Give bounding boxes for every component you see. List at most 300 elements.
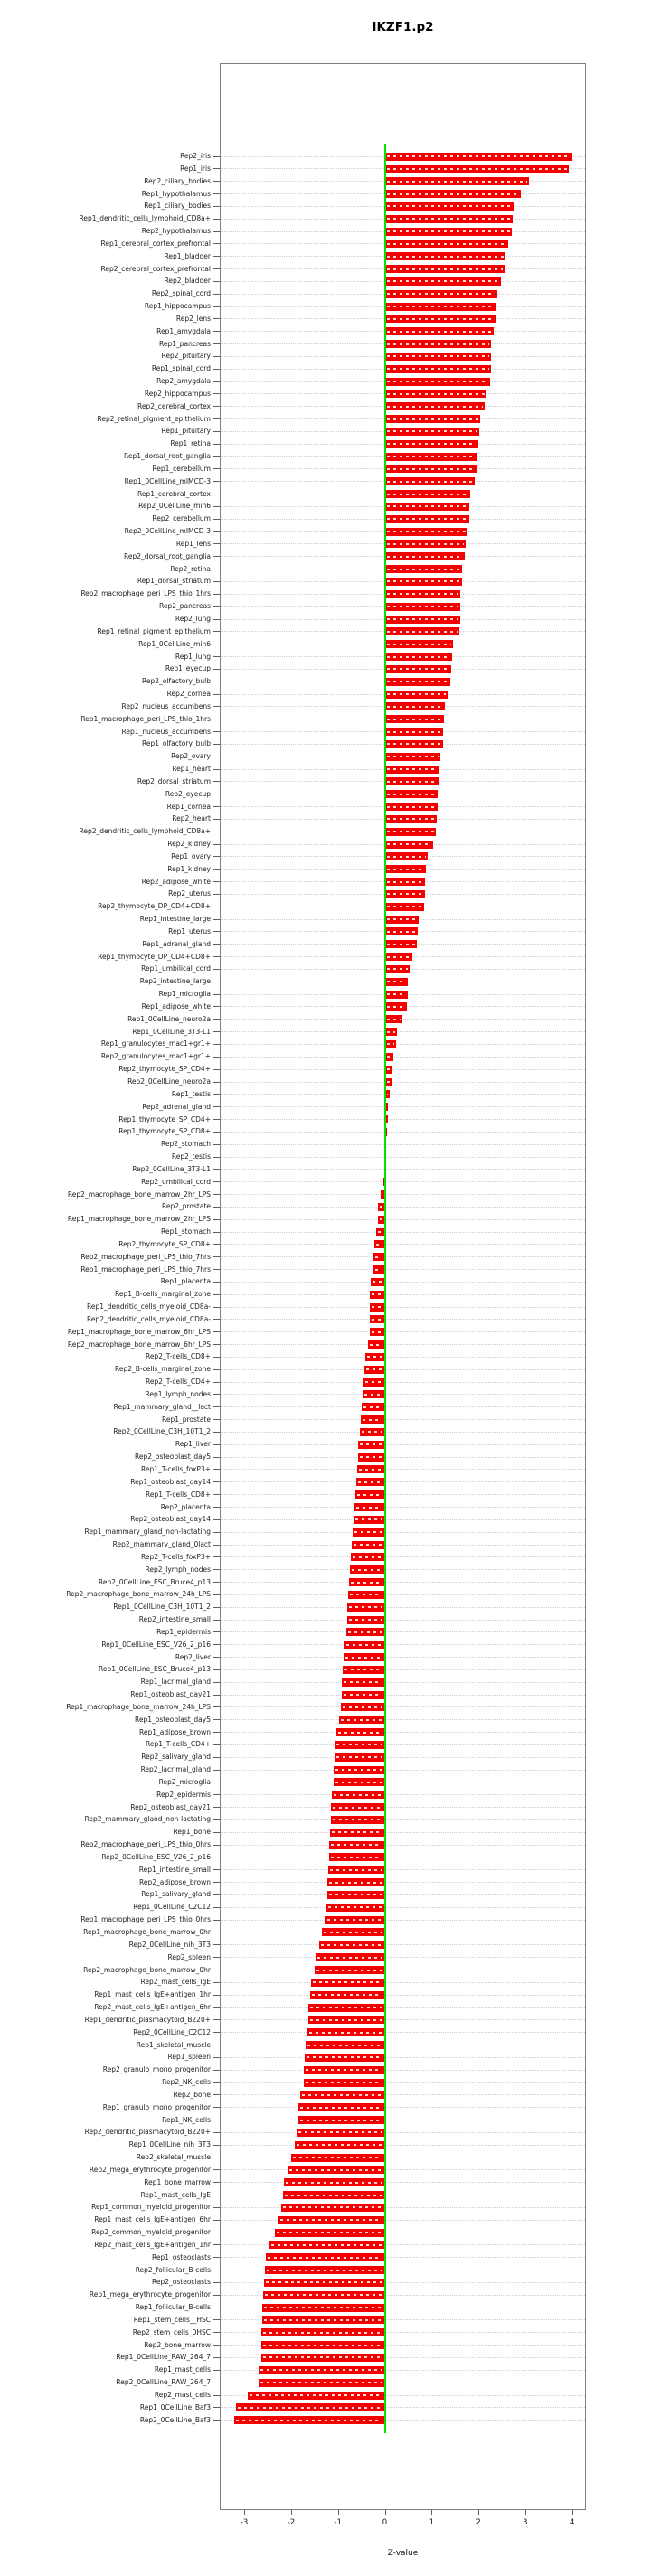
row-guide-line bbox=[221, 1869, 585, 1870]
y-axis-tick bbox=[213, 1944, 220, 1945]
row-guide-line bbox=[221, 1995, 585, 1996]
y-axis-tick bbox=[213, 1232, 220, 1233]
bar bbox=[319, 1941, 384, 1949]
bar bbox=[370, 1303, 384, 1312]
y-axis-tick bbox=[213, 2220, 220, 2221]
row-label: Rep2_lens bbox=[175, 314, 211, 323]
row-label: Rep1_macrophage_bone_marrow_0hr bbox=[83, 1927, 211, 1936]
bar bbox=[364, 1366, 385, 1374]
y-axis-tick bbox=[213, 1620, 220, 1621]
row-label: Rep2_T-cells_CD8+ bbox=[145, 1352, 211, 1361]
bar bbox=[295, 2141, 384, 2149]
row-label: Rep1_0CellLine_min6 bbox=[138, 639, 211, 648]
y-axis-tick bbox=[213, 2332, 220, 2333]
row-guide-line bbox=[221, 2082, 585, 2083]
y-axis-tick bbox=[213, 2145, 220, 2146]
row-label: Rep2_mammary_gland_0lact bbox=[112, 1540, 211, 1549]
row-label: Rep1_microglia bbox=[158, 990, 211, 999]
bar bbox=[278, 2216, 384, 2224]
bar bbox=[385, 578, 462, 586]
row-guide-line bbox=[221, 1620, 585, 1621]
y-axis-tick bbox=[213, 181, 220, 182]
y-axis-tick bbox=[213, 1507, 220, 1508]
bar bbox=[327, 1878, 384, 1886]
y-axis-tick bbox=[213, 2107, 220, 2108]
y-axis-tick bbox=[213, 1545, 220, 1546]
row-label: Rep1_ciliary_bodies bbox=[144, 202, 211, 211]
bar bbox=[306, 2041, 384, 2049]
bar bbox=[385, 565, 463, 573]
bar bbox=[385, 277, 502, 286]
row-guide-line bbox=[221, 1157, 585, 1158]
bar bbox=[385, 903, 425, 911]
row-guide-line bbox=[221, 1695, 585, 1696]
y-axis-tick bbox=[213, 1269, 220, 1270]
bar bbox=[385, 803, 439, 811]
row-guide-line bbox=[221, 1244, 585, 1245]
bar bbox=[385, 852, 429, 860]
row-guide-line bbox=[221, 1481, 585, 1482]
row-label: Rep1_T-cells_CD4+ bbox=[145, 1740, 211, 1749]
row-label: Rep2_0CellLine_RAW_264_7 bbox=[116, 2378, 211, 2387]
y-axis-tick bbox=[213, 1794, 220, 1795]
bar bbox=[385, 153, 572, 161]
bar bbox=[291, 2154, 385, 2162]
row-guide-line bbox=[221, 1207, 585, 1208]
row-label: Rep2_epidermis bbox=[156, 1790, 211, 1799]
y-axis-tick bbox=[213, 268, 220, 269]
row-label: Rep1_cerebellum bbox=[152, 464, 211, 473]
y-axis-tick bbox=[213, 418, 220, 419]
x-axis-tick bbox=[338, 2510, 339, 2515]
row-guide-line bbox=[221, 2182, 585, 2183]
bar bbox=[385, 428, 480, 436]
bar bbox=[248, 2392, 385, 2400]
row-guide-line bbox=[221, 1819, 585, 1820]
bar bbox=[385, 753, 440, 761]
bar bbox=[316, 1953, 385, 1961]
bar bbox=[358, 1441, 384, 1449]
y-axis-tick bbox=[213, 1031, 220, 1032]
y-axis-tick bbox=[213, 1294, 220, 1295]
row-guide-line bbox=[221, 1294, 585, 1295]
bar bbox=[385, 702, 445, 710]
bar bbox=[263, 2291, 385, 2299]
row-label: Rep1_nucleus_accumbens bbox=[121, 727, 211, 736]
bar bbox=[265, 2266, 385, 2274]
row-guide-line bbox=[221, 2032, 585, 2033]
bar bbox=[385, 215, 513, 223]
x-axis-tick bbox=[572, 2510, 573, 2515]
row-label: Rep1_dendritic_cells_lymphoid_CD8a+ bbox=[79, 214, 211, 223]
y-axis-tick bbox=[213, 1532, 220, 1533]
bar bbox=[308, 2016, 385, 2024]
row-label: Rep2_intestine_small bbox=[138, 1615, 211, 1624]
row-label: Rep1_intestine_large bbox=[139, 915, 211, 924]
y-axis-tick bbox=[213, 1982, 220, 1983]
bar bbox=[370, 1328, 385, 1336]
row-label: Rep2_bladder bbox=[164, 277, 211, 286]
row-label: Rep1_macrophage_peri_LPS_thio_7hrs bbox=[80, 1264, 211, 1274]
row-label: Rep2_macrophage_bone_marrow_2hr_LPS bbox=[67, 1189, 211, 1199]
bar bbox=[385, 490, 470, 498]
row-label: Rep1_dendritic_plasmacytoid_B220+ bbox=[84, 2015, 211, 2024]
row-label: Rep2_ovary bbox=[171, 752, 211, 761]
row-label: Rep1_pancreas bbox=[158, 339, 211, 348]
y-axis-tick bbox=[213, 1057, 220, 1058]
row-label: Rep2_iris bbox=[180, 152, 211, 160]
row-guide-line bbox=[221, 1556, 585, 1557]
row-guide-line bbox=[221, 1194, 585, 1195]
bar bbox=[261, 2354, 385, 2362]
bar bbox=[281, 2204, 385, 2212]
row-guide-line bbox=[221, 1944, 585, 1945]
row-guide-line bbox=[221, 1119, 585, 1120]
y-axis-tick bbox=[213, 744, 220, 745]
y-axis-tick bbox=[213, 1069, 220, 1070]
row-guide-line bbox=[221, 1269, 585, 1270]
y-axis-tick bbox=[213, 631, 220, 632]
row-guide-line bbox=[221, 1582, 585, 1583]
x-axis-tick-label: 2 bbox=[476, 2518, 481, 2527]
row-label: Rep2_retinal_pigment_epithelium bbox=[97, 414, 211, 423]
bar bbox=[385, 353, 491, 361]
row-label: Rep2_osteoclasts bbox=[152, 2278, 211, 2287]
row-label: Rep1_0CellLine_nih_3T3 bbox=[128, 2140, 211, 2149]
row-guide-line bbox=[221, 1031, 585, 1032]
bar bbox=[262, 2304, 384, 2312]
y-axis-tick bbox=[213, 2094, 220, 2095]
y-axis-tick bbox=[213, 1331, 220, 1332]
y-axis-tick bbox=[213, 1044, 220, 1045]
y-axis-tick bbox=[213, 1995, 220, 1996]
row-label: Rep1_NK_cells bbox=[162, 2115, 211, 2124]
row-label: Rep2_intestine_large bbox=[139, 977, 211, 986]
y-axis-tick bbox=[213, 1631, 220, 1632]
row-label: Rep1_prostate bbox=[161, 1415, 211, 1424]
row-guide-line bbox=[221, 1307, 585, 1308]
row-label: Rep2_0CellLine_3T3-L1 bbox=[132, 1164, 211, 1173]
row-label: Rep2_adrenal_gland bbox=[142, 1102, 211, 1111]
bar bbox=[351, 1553, 384, 1561]
bar bbox=[346, 1628, 385, 1636]
x-axis-tick-label: -3 bbox=[240, 2518, 249, 2527]
bar bbox=[262, 2316, 385, 2324]
y-axis-tick bbox=[213, 2345, 220, 2346]
bar bbox=[326, 1904, 385, 1912]
bar bbox=[329, 1841, 384, 1849]
bar bbox=[385, 665, 451, 673]
row-guide-line bbox=[221, 1682, 585, 1683]
row-guide-line bbox=[221, 1494, 585, 1495]
row-guide-line bbox=[221, 1569, 585, 1570]
bar bbox=[261, 2328, 384, 2336]
y-axis-tick bbox=[213, 1006, 220, 1007]
row-label: Rep2_adipose_brown bbox=[139, 1877, 211, 1886]
bar bbox=[336, 1728, 384, 1736]
row-guide-line bbox=[221, 1644, 585, 1645]
y-axis-tick bbox=[213, 706, 220, 707]
bar bbox=[385, 841, 434, 849]
bar bbox=[327, 1891, 385, 1899]
row-label: Rep1_mammary_gland_non-lactating bbox=[84, 1528, 211, 1537]
row-label: Rep2_heart bbox=[172, 814, 211, 823]
bar bbox=[358, 1453, 385, 1462]
row-label: Rep2_ciliary_bodies bbox=[144, 176, 211, 185]
y-axis-tick bbox=[213, 1494, 220, 1495]
row-guide-line bbox=[221, 1757, 585, 1758]
row-label: Rep2_microglia bbox=[158, 1777, 211, 1786]
y-axis-tick bbox=[213, 243, 220, 244]
y-axis-tick bbox=[213, 306, 220, 307]
row-label: Rep2_pituitary bbox=[161, 352, 211, 361]
row-guide-line bbox=[221, 2207, 585, 2208]
x-axis-tick-label: -1 bbox=[334, 2518, 342, 2527]
y-axis-tick bbox=[213, 1481, 220, 1482]
y-axis-tick bbox=[213, 1219, 220, 1220]
x-axis-tick-label: 0 bbox=[382, 2518, 388, 2527]
y-axis-tick bbox=[213, 669, 220, 670]
y-axis-tick bbox=[213, 944, 220, 945]
row-guide-line bbox=[221, 1394, 585, 1395]
bar bbox=[261, 2341, 384, 2349]
y-axis-tick bbox=[213, 1669, 220, 1670]
bar bbox=[385, 1053, 394, 1061]
bar bbox=[385, 627, 460, 635]
row-label: Rep2_0CellLine_nih_3T3 bbox=[128, 1940, 211, 1949]
row-label: Rep2_umbilical_cord bbox=[141, 1177, 211, 1186]
row-label: Rep2_olfactory_bulb bbox=[142, 677, 211, 686]
y-axis-tick bbox=[213, 769, 220, 770]
row-label: Rep2_hippocampus bbox=[144, 389, 211, 398]
row-label: Rep2_lung bbox=[175, 615, 211, 623]
y-axis-tick bbox=[213, 1644, 220, 1645]
row-label: Rep1_amygdala bbox=[156, 326, 211, 335]
row-label: Rep2_liver bbox=[175, 1652, 211, 1661]
row-label: Rep1_adipose_white bbox=[141, 1001, 211, 1011]
row-label: Rep1_lung bbox=[175, 652, 211, 661]
y-axis-tick bbox=[213, 656, 220, 657]
row-guide-line bbox=[221, 1406, 585, 1407]
row-guide-line bbox=[221, 2132, 585, 2133]
y-axis-tick bbox=[213, 1406, 220, 1407]
row-label: Rep1_lymph_nodes bbox=[145, 1389, 211, 1398]
bar bbox=[385, 890, 425, 898]
row-label: Rep1_pituitary bbox=[161, 427, 211, 436]
y-axis-tick bbox=[213, 1194, 220, 1195]
row-guide-line bbox=[221, 1519, 585, 1520]
y-axis-tick bbox=[213, 1832, 220, 1833]
bar bbox=[385, 1078, 392, 1086]
bar bbox=[363, 1378, 385, 1387]
bar bbox=[308, 2004, 384, 2012]
row-guide-line bbox=[221, 1732, 585, 1733]
row-guide-line bbox=[221, 1256, 585, 1257]
y-axis-tick bbox=[213, 1682, 220, 1683]
x-axis-title: Z-value bbox=[387, 2549, 419, 2558]
row-guide-line bbox=[221, 1232, 585, 1233]
y-axis-tick bbox=[213, 594, 220, 595]
y-axis-tick bbox=[213, 1432, 220, 1433]
bar bbox=[356, 1478, 385, 1486]
y-axis-tick bbox=[213, 1357, 220, 1358]
row-label: Rep1_0CellLine_ESC_Bruce4_p13 bbox=[99, 1665, 211, 1674]
bar bbox=[385, 790, 439, 798]
bar bbox=[329, 1853, 385, 1861]
bar bbox=[385, 916, 419, 924]
bar bbox=[344, 1653, 384, 1661]
y-axis-tick bbox=[213, 381, 220, 382]
y-axis-tick bbox=[213, 481, 220, 482]
bar bbox=[349, 1578, 384, 1586]
bar bbox=[269, 2241, 385, 2249]
row-label: Rep1_thymocyte_SP_CD8+ bbox=[118, 1127, 211, 1136]
row-label: Rep1_mega_erythrocyte_progenitor bbox=[89, 2290, 211, 2299]
row-label: Rep1_mast_cells_IgE bbox=[140, 2190, 211, 2199]
row-label: Rep2_nucleus_accumbens bbox=[121, 701, 211, 710]
row-guide-line bbox=[221, 1057, 585, 1058]
row-label: Rep1_0CellLine_C3H_10T1_2 bbox=[113, 1603, 211, 1612]
row-label: Rep1_T-cells_CD8+ bbox=[145, 1490, 211, 1499]
y-axis-tick bbox=[213, 294, 220, 295]
y-axis-tick bbox=[213, 1394, 220, 1395]
bar bbox=[385, 202, 514, 211]
bar bbox=[342, 1678, 384, 1687]
bar bbox=[365, 1353, 385, 1361]
row-label: Rep1_iris bbox=[180, 164, 211, 173]
row-label: Rep1_macrophage_bone_marrow_24h_LPS bbox=[66, 1702, 211, 1711]
row-label: Rep1_stem_cells__HSC bbox=[133, 2315, 211, 2324]
row-label: Rep2_salivary_gland bbox=[141, 1753, 211, 1762]
y-axis-tick bbox=[213, 2082, 220, 2083]
row-label: Rep1_umbilical_cord bbox=[141, 964, 211, 973]
bar bbox=[354, 1516, 385, 1524]
y-axis-tick bbox=[213, 468, 220, 469]
y-axis-tick bbox=[213, 1695, 220, 1696]
row-guide-line bbox=[221, 1882, 585, 1883]
row-guide-line bbox=[221, 1069, 585, 1070]
row-label: Rep2_granulo_mono_progenitor bbox=[102, 2065, 211, 2074]
row-label: Rep2_adipose_white bbox=[141, 877, 211, 886]
y-axis-tick bbox=[213, 2407, 220, 2408]
row-guide-line bbox=[221, 1794, 585, 1795]
row-label: Rep1_mast_cells bbox=[154, 2365, 211, 2374]
row-label: Rep1_bladder bbox=[164, 251, 211, 260]
bar bbox=[342, 1691, 385, 1699]
row-label: Rep2_0CellLine_ESC_Bruce4_p13 bbox=[99, 1577, 211, 1586]
y-axis-tick bbox=[213, 1582, 220, 1583]
row-label: Rep1_lens bbox=[175, 539, 211, 548]
row-label: Rep2_0CellLine_ESC_V26_2_p16 bbox=[101, 1852, 211, 1861]
bar bbox=[385, 327, 495, 335]
y-axis-tick bbox=[213, 1907, 220, 1908]
y-axis-tick bbox=[213, 969, 220, 970]
y-axis-tick bbox=[213, 1744, 220, 1745]
y-axis-tick bbox=[213, 1957, 220, 1958]
bar bbox=[385, 477, 475, 485]
row-label: Rep2_mast_cells bbox=[154, 2391, 211, 2399]
row-guide-line bbox=[221, 1219, 585, 1220]
row-label: Rep2_mast_cells_IgE bbox=[140, 1978, 211, 1987]
row-label: Rep1_liver bbox=[175, 1440, 211, 1449]
row-label: Rep2_cornea bbox=[166, 690, 211, 699]
bar bbox=[385, 453, 478, 461]
row-guide-line bbox=[221, 1845, 585, 1846]
bar bbox=[385, 815, 437, 823]
row-label: Rep1_0CellLine_ESC_V26_2_p16 bbox=[101, 1640, 211, 1649]
row-label: Rep1_cornea bbox=[166, 802, 211, 811]
row-label: Rep1_cerebral_cortex bbox=[137, 489, 211, 498]
y-axis-tick bbox=[213, 431, 220, 432]
row-label: Rep2_0CellLine_Baf3 bbox=[139, 2415, 211, 2424]
y-axis-tick bbox=[213, 581, 220, 582]
bar bbox=[385, 515, 469, 523]
y-axis-tick bbox=[213, 1869, 220, 1870]
row-label: Rep1_kidney bbox=[167, 864, 211, 873]
bar bbox=[385, 991, 408, 999]
y-axis-tick bbox=[213, 1169, 220, 1170]
row-label: Rep1_eyecup bbox=[165, 664, 211, 673]
row-label: Rep2_0CellLine_C3H_10T1_2 bbox=[113, 1427, 211, 1436]
row-label: Rep2_cerebral_cortex_prefrontal bbox=[100, 264, 211, 273]
row-guide-line bbox=[221, 1344, 585, 1345]
row-guide-line bbox=[221, 1044, 585, 1045]
y-axis-tick bbox=[213, 694, 220, 695]
row-guide-line bbox=[221, 2070, 585, 2071]
y-axis-tick bbox=[213, 219, 220, 220]
y-axis-tick bbox=[213, 2070, 220, 2071]
row-label: Rep1_osteoclasts bbox=[152, 2252, 211, 2261]
row-label: Rep1_retina bbox=[170, 439, 211, 448]
y-axis-tick bbox=[213, 1082, 220, 1083]
bar bbox=[259, 2366, 384, 2374]
bar bbox=[385, 228, 513, 236]
row-label: Rep1_mast_cells_IgE+antigen_6hr bbox=[94, 2215, 211, 2224]
row-label: Rep2_0CellLine_neuro2a bbox=[127, 1077, 211, 1086]
row-label: Rep1_dorsal_striatum bbox=[137, 577, 211, 586]
row-label: Rep2_mast_cells_IgE+antigen_6hr bbox=[94, 2003, 211, 2012]
y-axis-tick bbox=[213, 1319, 220, 1320]
bar bbox=[363, 1390, 385, 1398]
row-label: Rep2_macrophage_peri_LPS_thio_7hrs bbox=[80, 1252, 211, 1261]
row-label: Rep1_placenta bbox=[160, 1277, 211, 1286]
y-axis-tick bbox=[213, 2182, 220, 2183]
bar bbox=[343, 1666, 384, 1674]
bar bbox=[385, 777, 439, 785]
bar bbox=[385, 1028, 397, 1036]
bar bbox=[385, 590, 461, 598]
y-axis-tick bbox=[213, 2395, 220, 2396]
x-axis-tick bbox=[478, 2510, 479, 2515]
y-axis-tick bbox=[213, 2357, 220, 2358]
row-label: Rep2_dendritic_cells_myeloid_CD8a- bbox=[87, 1314, 211, 1323]
y-axis-tick bbox=[213, 1732, 220, 1733]
bar bbox=[335, 1741, 384, 1749]
y-axis-tick bbox=[213, 894, 220, 895]
row-label: Rep1_adipose_brown bbox=[139, 1727, 211, 1736]
row-label: Rep1_thymocyte_SP_CD4+ bbox=[118, 1114, 211, 1123]
row-label: Rep2_spleen bbox=[167, 1952, 211, 1961]
bar bbox=[385, 528, 467, 536]
bar bbox=[266, 2253, 384, 2261]
bar bbox=[385, 715, 444, 723]
row-label: Rep1_hypothalamus bbox=[141, 189, 211, 198]
y-axis-tick bbox=[213, 2057, 220, 2058]
row-label: Rep2_cerebellum bbox=[152, 514, 211, 523]
row-label: Rep1_heart bbox=[172, 765, 211, 774]
bar bbox=[385, 927, 418, 935]
row-guide-line bbox=[221, 2169, 585, 2170]
